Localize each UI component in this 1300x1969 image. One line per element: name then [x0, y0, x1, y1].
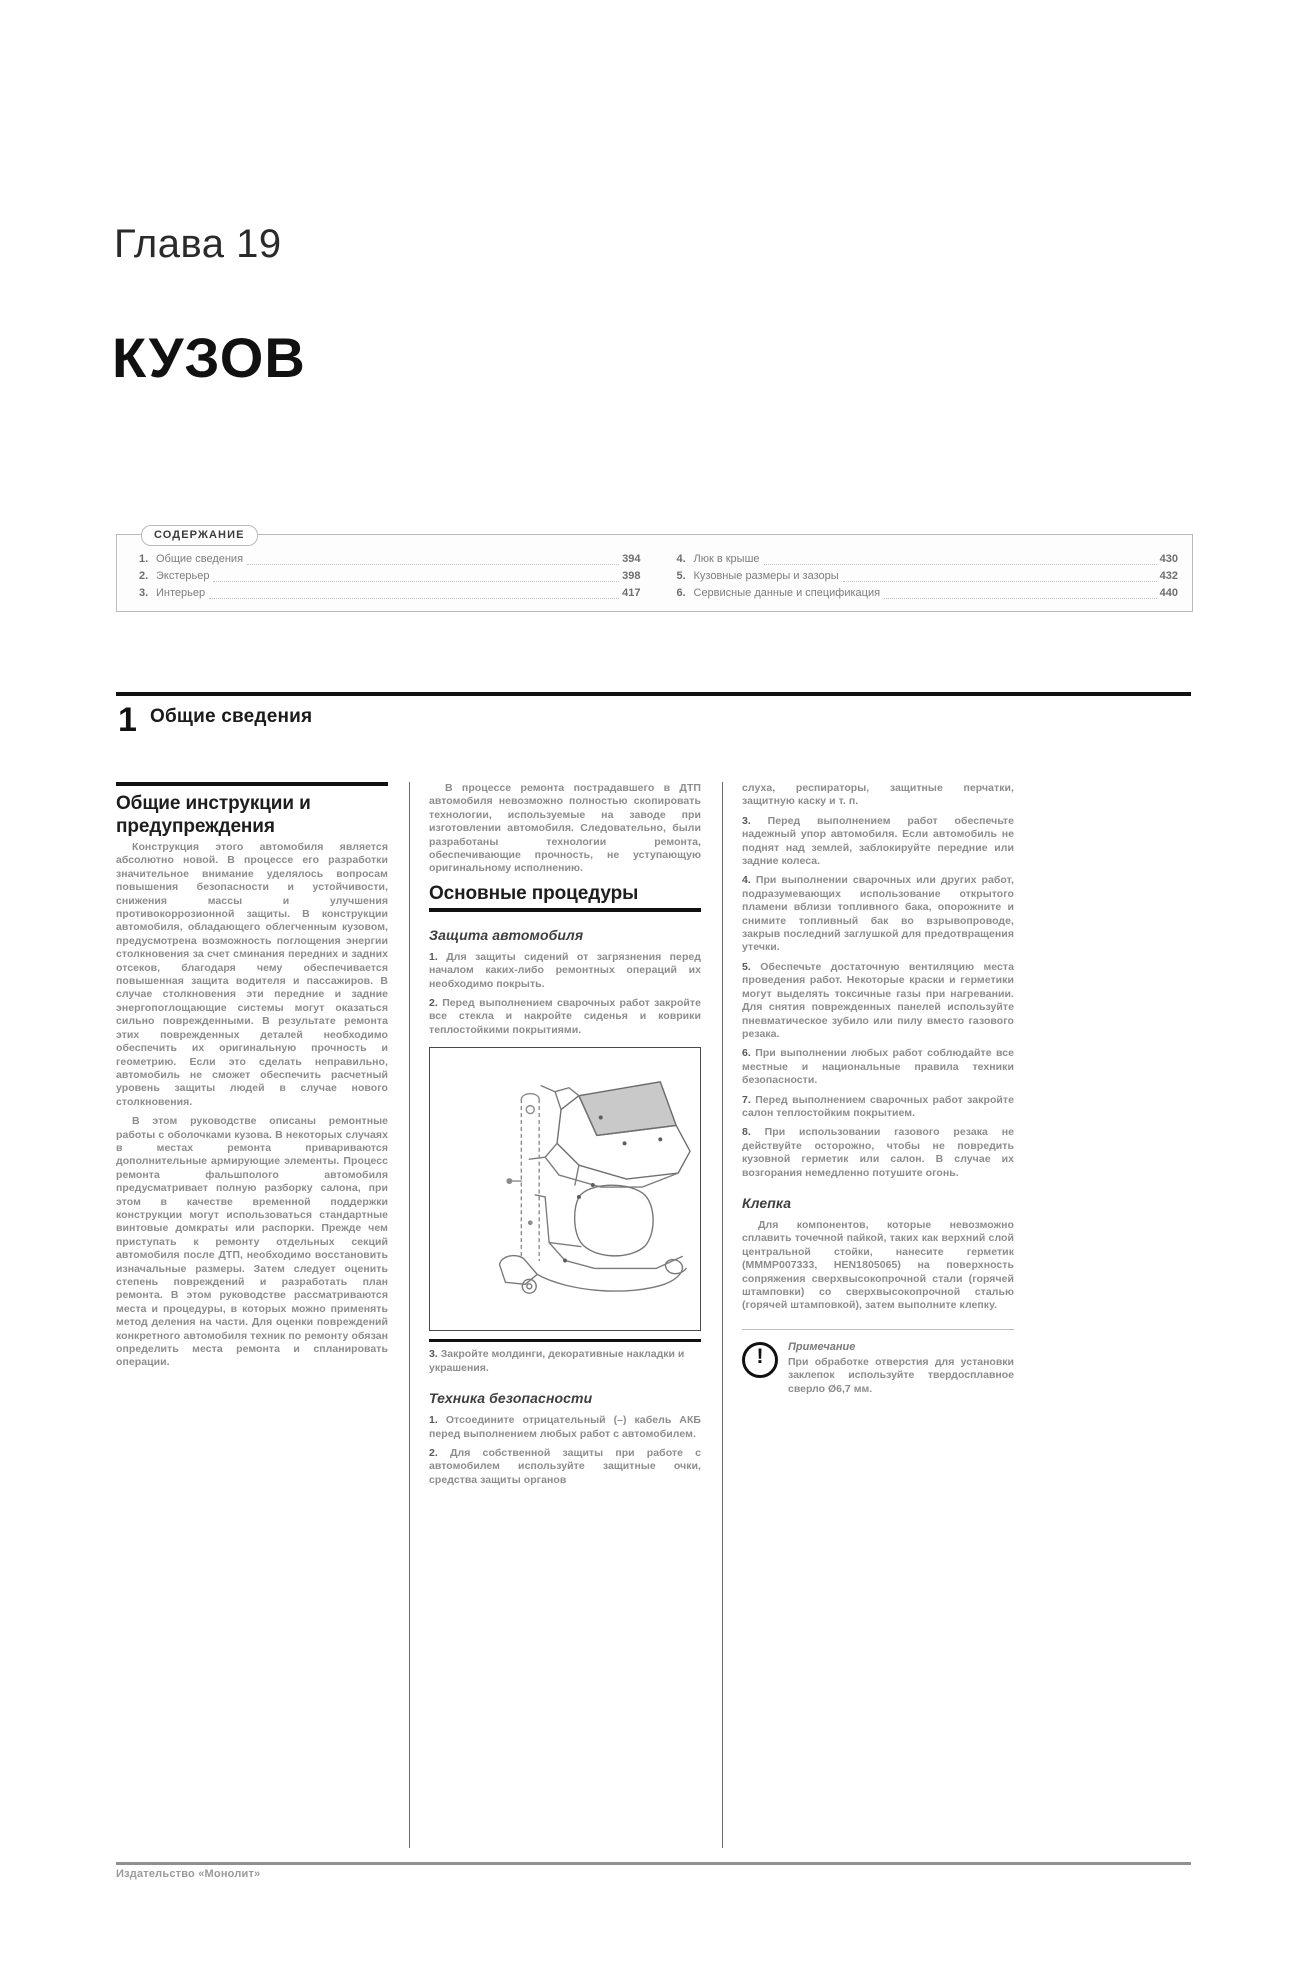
contents-entry-page: 398 [622, 570, 641, 582]
contents-entry-page: 417 [622, 587, 641, 599]
item-text: Обеспечьте достаточную вентиляцию места проведения работ. Некоторые краски и герметики могут выделять токсичные газы при нагревании. Для снятия поврежденных панелей используйте пневматическое зубило или пилу вместо газового резака. [742, 960, 1015, 1040]
contents-leader-dots [843, 580, 1157, 582]
chapter-title: КУЗОВ [112, 326, 306, 389]
exclamation-circle-icon [742, 1342, 778, 1378]
numbered-item [742, 1094, 1014, 1121]
paragraph: Для компонентов, которые невозможно сплавить точечной пайкой, таких как верхний слой центральной стойки, нанесите герметик (MMMP007333, HEN1805065) на поверхность сопряжения сверхвысокопрочной стали (горячей штамповки) со сверхвысокопрочной сталью (горячей штамповкой), затем выполните клепку. [742, 1218, 1014, 1312]
item-text: При использовании газового резака не действуйте осторожно, чтобы не повредить кузовной герметик или салон. В случае их возгорания немедленно потушите огонь. [742, 1126, 1014, 1179]
body-columns [116, 782, 1191, 1852]
subheading-riveting: Клепка [742, 1194, 792, 1211]
footer-rule [116, 1862, 1191, 1865]
item-number: 6. [742, 1047, 751, 1060]
item-number: 1. [429, 1414, 438, 1427]
item-text: Для собственной защиты при работе с автомобилем используйте защитные очки, средства защиты органов [429, 1446, 702, 1486]
contents-entry-number: 2. [139, 570, 149, 582]
contents-leader-dots [764, 563, 1157, 565]
footer-publisher: Издательство «Монолит» [116, 1868, 261, 1880]
contents-entry-number: 5. [676, 570, 686, 582]
contents-entry-label: Сервисные данные и спецификация [693, 587, 881, 599]
numbered-item [429, 1447, 701, 1487]
column-one [116, 782, 388, 1376]
contents-entry[interactable] [139, 551, 641, 568]
figure-caption [429, 1339, 701, 1375]
numbered-item [742, 1047, 1014, 1087]
numbered-item [429, 951, 701, 991]
numbered-item [429, 1414, 701, 1441]
contents-leader-dots [247, 563, 619, 565]
item-number: 1. [429, 950, 438, 963]
contents-entry-label: Люк в крыше [693, 553, 760, 565]
note-content [788, 1340, 1014, 1396]
figure-body-on-jig [429, 1047, 701, 1331]
chapter-number: Глава 19 [114, 222, 282, 266]
item-number: 5. [742, 960, 751, 973]
section-number: 1 [118, 701, 137, 739]
figure-caption-number: 3. [429, 1348, 438, 1361]
contents-box [116, 529, 1193, 612]
item-number: 2. [429, 997, 438, 1010]
note-text: При обработке отверстия для установки заклепок используйте твердосплавное сверло Ø6,7 мм. [788, 1355, 1014, 1395]
subheading-vehicle-protection: Защита автомобиля [429, 926, 584, 943]
page-sheet [108, 0, 1198, 1969]
section-title: Общие сведения [150, 706, 313, 727]
paragraph-continuation: слуха, респираторы, защитные перчатки, защитную каску и т. п. [742, 782, 1014, 808]
contents-entry[interactable] [139, 585, 641, 602]
paragraph: В этом руководстве описаны ремонтные работы с оболочками кузова. В некоторых случаях в местах ремонта привариваются дополнительные армирующие элементы. Процесс ремонта фальшполого автомобиля предусматривает полную разборку салона, при этом в качестве временной поддержки конструкции могут использоваться стандартные винтовые домкраты или распорки. Прежде чем приступать к ремонту отдельных секций автомобиля после ДТП, необходимо восстановить изначальные размеры. Затем следует оценить степень повреждений и разработать план ремонта. В этом руководстве рассматриваются места и процедуры, в которых можно применять метод деления на части. Для оценки повреждений конкретного автомобиля техник по ремонту обязан определить места ремонта и спланировать операции. [116, 1115, 388, 1369]
item-text: При выполнении любых работ соблюдайте все местные и национальные правила техники безопасности. [742, 1047, 1015, 1087]
contents-entry[interactable] [677, 551, 1179, 568]
column-top-rule [116, 782, 388, 786]
contents-entry-number: 3. [139, 587, 149, 599]
contents-entry-page: 440 [1159, 587, 1178, 599]
contents-entry[interactable] [677, 585, 1179, 602]
note-box [742, 1329, 1014, 1396]
column-divider [722, 782, 723, 1848]
contents-column-left [117, 551, 655, 611]
numbered-item [742, 1126, 1014, 1180]
column-divider [409, 782, 410, 1848]
item-number: 8. [742, 1126, 751, 1139]
contents-entry[interactable] [677, 568, 1179, 585]
contents-entry-page: 432 [1159, 570, 1178, 582]
item-number: 4. [742, 874, 751, 887]
contents-entry-page: 430 [1159, 553, 1178, 565]
contents-entry-label: Экстерьер [156, 570, 210, 582]
numbered-item [742, 815, 1014, 869]
contents-entry-label: Кузовные размеры и зазоры [693, 570, 839, 582]
item-text: Для защиты сидений от загрязнения перед началом каких-либо ремонтных операций их необходимо покрыть. [429, 950, 702, 990]
numbered-item [742, 961, 1014, 1041]
figure-illustration [430, 1048, 700, 1330]
column-two [429, 782, 701, 1493]
paragraph: Конструкция этого автомобиля является абсолютно новой. В процессе его разработки значительное внимание уделялось вопросам повышения безопасности и устойчивости, снижения массы и улучшения противокоррозионной защиты. В конструкции автомобиля, обладающего облегченным кузовом, предусмотрена возможность поглощения энергии столкновения за счет сминания передних и задних отсеков, благодаря чему обеспечивается повышенная защита водителя и пассажиров. В случае столкновения эти передние и задние энергопоглощающие системы могут оказаться сильно поврежденными. В результате ремонта этих поврежденных деталей необходимо обеспечить их оригинальную прочность и геометрию. Если это сделать неправильно, автомобиль не сможет обеспечить расчетный уровень защиты людей в случае нового столкновения. [116, 841, 388, 1108]
paragraph: В процессе ремонта пострадавшего в ДТП автомобиля невозможно полностью скопировать технологии, используемые на заводе при изготовлении автомобиля. Следовательно, были разработаны технологии ремонта, обеспечивающие прочность, не уступающую оригинальному исполнению. [429, 782, 701, 875]
numbered-item [429, 997, 701, 1037]
contents-column-right [655, 551, 1193, 611]
note-title: Примечание [788, 1340, 856, 1353]
contents-entry-label: Общие сведения [156, 553, 244, 565]
item-number: 3. [742, 814, 751, 827]
contents-leader-dots [213, 580, 619, 582]
contents-entry-number: 4. [676, 553, 686, 565]
item-text: Перед выполнением работ обеспечьте надежный упор автомобиля. Если автомобиль не поднят над землей, заблокируйте передние или задние колеса. [742, 814, 1014, 868]
column-two-heading: Основные процедуры [429, 882, 701, 912]
numbered-item [742, 874, 1014, 954]
column-one-heading: Общие инструкции и предупреждения [116, 793, 311, 837]
item-text: При выполнении сварочных или других работ, подразумевающих использование открытого пламени вблизи топливного бака, опорожните и снимите топливный бак во взрывопроводе, закрыв последний заглушкой для предотвращения утечки. [742, 874, 1014, 954]
contents-entry[interactable] [139, 568, 641, 585]
column-three [742, 782, 1014, 1396]
section-rule [116, 692, 1191, 696]
figure-caption-text: Закройте молдинги, декоративные накладки и украшения. [429, 1348, 685, 1374]
contents-entry-number: 6. [676, 587, 686, 599]
item-text: Перед выполнением сварочных работ закройте все стекла и накройте сиденья и коврики теплостойкими покрытиями. [429, 997, 701, 1036]
contents-entry-page: 394 [622, 553, 641, 565]
contents-columns [117, 551, 1192, 611]
item-number: 7. [742, 1093, 751, 1106]
contents-leader-dots [884, 597, 1157, 599]
item-text: Отсоедините отрицательный (–) кабель АКБ перед выполнением любых работ с автомобилем. [429, 1414, 701, 1440]
contents-entry-number: 1. [139, 553, 149, 565]
contents-tab-label: СОДЕРЖАНИЕ [141, 525, 258, 546]
contents-leader-dots [209, 597, 619, 599]
item-text: Перед выполнением сварочных работ закройте салон теплостойким покрытием. [742, 1093, 1014, 1119]
item-number: 2. [429, 1446, 438, 1459]
subheading-safety: Техника безопасности [429, 1390, 593, 1407]
contents-entry-label: Интерьер [156, 587, 206, 599]
